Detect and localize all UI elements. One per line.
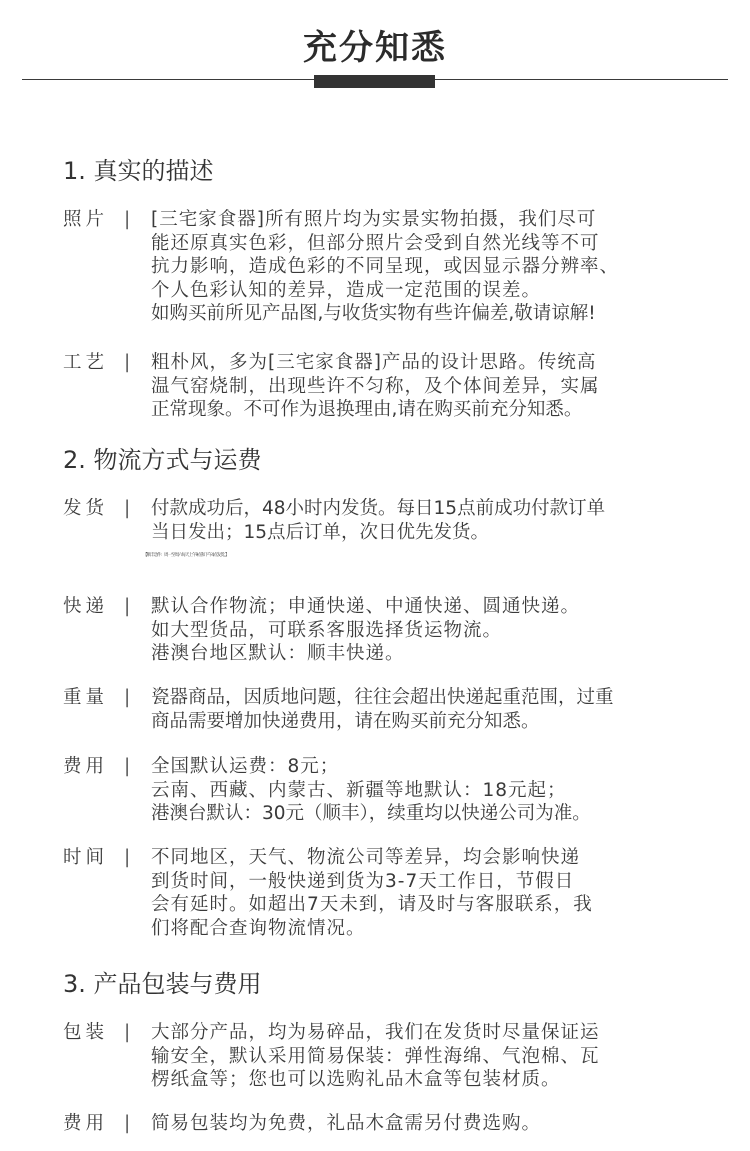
entry-line: [三宅家食器]所有照片均为实景实物拍摄，我们尽可 bbox=[151, 209, 597, 230]
entry-text bbox=[143, 497, 703, 568]
entry-separator: | bbox=[124, 352, 131, 373]
entry-text bbox=[151, 208, 703, 326]
entry-separator: | bbox=[124, 209, 131, 230]
entry-text bbox=[151, 1021, 703, 1092]
entry-text bbox=[151, 1112, 703, 1136]
entry-line: 如大型货品，可联系客服选择货运物流。 bbox=[151, 619, 503, 641]
entry-line: 如购买前所见产品图,与收货实物有些许偏差,敬请谅解! bbox=[151, 303, 596, 324]
entry-separator: | bbox=[124, 1113, 131, 1134]
entry-line: 会有延时。如超出7天未到，请及时与客服联系，我 bbox=[151, 894, 593, 915]
section-heading-packaging: 3. 产品包装与费用 bbox=[63, 970, 262, 998]
entry-line: 楞纸盒等；您也可以选购礼品木盒等包装材质。 bbox=[151, 1069, 561, 1090]
entry-separator: | bbox=[124, 596, 131, 617]
page-title: 充分知悉 bbox=[303, 28, 447, 68]
entry-line: 不同地区，天气、物流公司等差异，均会影响快递 bbox=[151, 847, 581, 868]
entry-line: 云南、西藏、内蒙古、新疆等地默认：18元起； bbox=[151, 779, 567, 801]
entry-line: 付款成功后，48小时内发货。每日15点前成功付款订单 bbox=[151, 498, 606, 519]
entry-label: 包装 bbox=[63, 1022, 109, 1043]
entry-line: 个人色彩认知的差异，造成一定范围的误差。 bbox=[151, 279, 542, 301]
entry-text bbox=[151, 846, 703, 940]
section-heading-logistics: 2. 物流方式与运费 bbox=[63, 446, 262, 474]
entry-separator: | bbox=[124, 1022, 131, 1043]
entry-line: 简易包装均为免费，礼品木盒需另付费选购。 bbox=[151, 1113, 542, 1134]
entry-text bbox=[151, 351, 703, 422]
entry-label: 费用 bbox=[63, 1113, 109, 1134]
title-accent-bar bbox=[314, 75, 435, 88]
entry-separator: | bbox=[124, 687, 131, 708]
entry-label: 费用 bbox=[63, 756, 109, 777]
entry-line: 商品需要增加快递费用，请在购买前充分知悉。 bbox=[151, 710, 540, 732]
entry-text bbox=[151, 595, 703, 666]
entry-line: 粗朴风，多为[三宅家食器]产品的设计思路。传统高 bbox=[151, 352, 597, 373]
entry-line: 抗力影响，造成色彩的不同呈现，或因显示器分辨率、 bbox=[151, 256, 620, 277]
entry-line: 瓷器商品，因质地问题，往往会超出快递起重范围，过重 bbox=[151, 687, 614, 708]
entry-label: 时间 bbox=[63, 847, 109, 868]
entry-separator: | bbox=[124, 498, 131, 519]
entry-text bbox=[151, 755, 703, 826]
entry-line: 当日发出；15点后订单，次日优先发货。 bbox=[151, 521, 490, 543]
entry-label: 工艺 bbox=[63, 352, 109, 373]
entry-line: 输安全，默认采用简易保装：弹性海绵、气泡棉、瓦 bbox=[151, 1045, 600, 1067]
entry-line: 能还原真实色彩，但部分照片会受到自然光线等不可 bbox=[151, 232, 600, 254]
entry-label: 发货 bbox=[63, 498, 109, 519]
entry-line: 大部分产品，均为易碎品，我们在发货时尽量保证运 bbox=[151, 1022, 600, 1043]
entry-line: 港澳台默认：30元（顺丰），续重均以快递公司为准。 bbox=[151, 803, 591, 824]
entry-line: 温气窑烧制，出现些许不匀称，及个体间差异，实属 bbox=[151, 375, 600, 397]
entry-line: 正常现象。不可作为退换理由,请在购买前充分知悉。 bbox=[151, 399, 583, 420]
entry-line: 到货时间，一般快递到货为3-7天工作日，节假日 bbox=[151, 870, 575, 892]
entry-line: 全国默认运费：8元； bbox=[151, 756, 340, 777]
entry-label: 重量 bbox=[63, 687, 109, 708]
entry-label: 照片 bbox=[63, 209, 109, 230]
section-heading-description: 1. 真实的描述 bbox=[63, 157, 214, 185]
entry-label: 快递 bbox=[63, 596, 109, 617]
entry-line: 们将配合查询物流情况。 bbox=[151, 917, 366, 939]
entry-separator: | bbox=[124, 847, 131, 868]
entry-text bbox=[151, 686, 703, 733]
entry-line: 港澳台地区默认：顺丰快递。 bbox=[151, 643, 405, 664]
entry-line: 默认合作物流；申通快递、中通快递、圆通快递。 bbox=[151, 596, 581, 617]
entry-separator: | bbox=[124, 756, 131, 777]
entry-line: 【顺丰急件：周一至周六每天上午9点和下午4点发货。】 bbox=[143, 553, 229, 558]
